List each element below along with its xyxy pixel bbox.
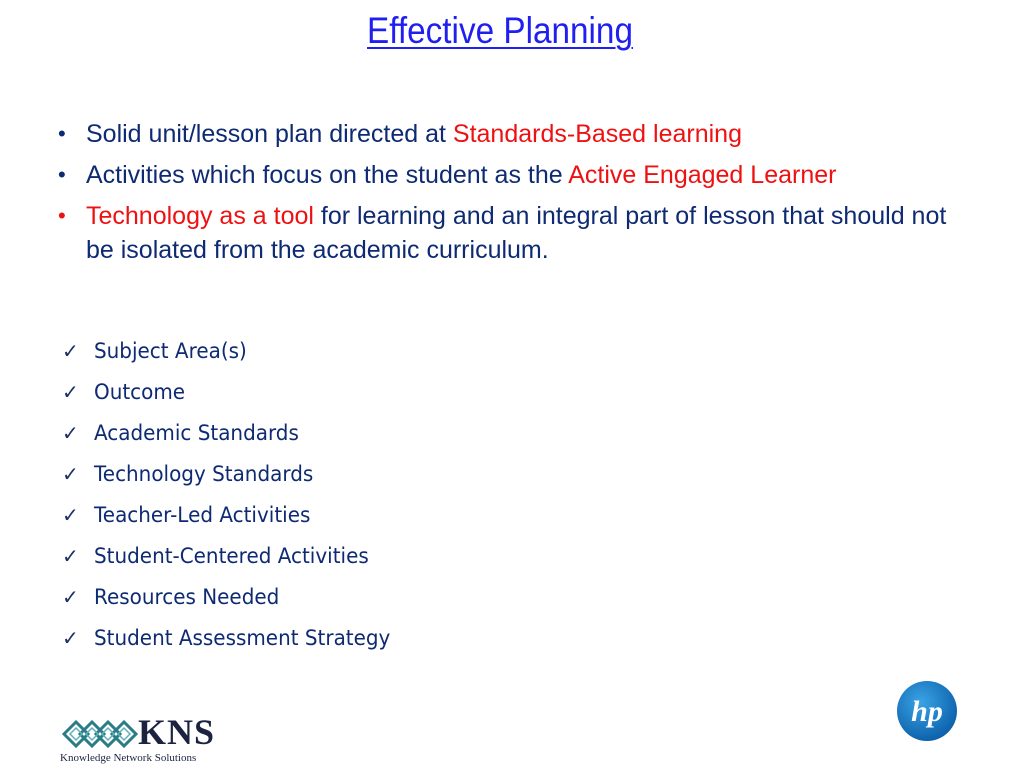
bullet-text: Solid unit/lesson plan directed at — [86, 120, 453, 148]
diamond-chain-icon — [60, 716, 140, 752]
checklist-item-text: Outcome — [94, 380, 186, 404]
check-icon: ✓ — [62, 421, 79, 445]
kns-logo — [60, 712, 240, 766]
check-icon: ✓ — [62, 462, 79, 486]
check-icon: ✓ — [62, 626, 79, 650]
bullet-item-technology — [52, 199, 952, 267]
bullet-dot: • — [58, 203, 66, 228]
check-icon: ✓ — [62, 380, 79, 404]
bullet-text: Activities which focus on the student as the — [86, 161, 569, 189]
checklist-item — [62, 536, 662, 577]
checklist-item-text: Student Assessment Strategy — [94, 626, 391, 650]
bullet-item-activities — [52, 158, 952, 192]
check-icon: ✓ — [62, 503, 79, 527]
checklist-item-text: Teacher-Led Activities — [94, 503, 311, 527]
hp-logo-icon — [895, 679, 959, 743]
checklist-item — [62, 331, 662, 372]
check-icon: ✓ — [62, 585, 79, 609]
checklist-item — [62, 495, 662, 536]
checklist-item-text: Student-Centered Activities — [94, 544, 369, 568]
checklist-item — [62, 372, 662, 413]
bullet-dot: • — [58, 121, 66, 146]
checklist-item-text: Technology Standards — [94, 462, 314, 486]
checklist — [62, 331, 662, 659]
hp-logo-text: hp — [911, 695, 943, 728]
checklist-item — [62, 577, 662, 618]
kns-wordmark: KNS — [138, 712, 216, 752]
checklist-item-text: Subject Area(s) — [94, 339, 247, 363]
checklist-item-text: Academic Standards — [94, 421, 299, 445]
bullet-text-post: for learning and an integral part of lesson that should not be isolated from the academic curriculum. — [86, 202, 947, 264]
checklist-item — [62, 618, 662, 659]
bullet-list — [52, 117, 952, 274]
kns-tagline: Knowledge Network Solutions — [60, 752, 197, 764]
slide-title: Effective Planning — [367, 10, 633, 51]
bullet-item-standards — [52, 117, 952, 151]
checklist-item-text: Resources Needed — [94, 585, 280, 609]
check-icon: ✓ — [62, 339, 79, 363]
check-icon: ✓ — [62, 544, 79, 568]
bullet-highlight: Technology as a tool — [86, 202, 314, 230]
bullet-dot: • — [58, 162, 66, 187]
bullet-highlight: Standards-Based learning — [452, 120, 742, 148]
checklist-item — [62, 413, 662, 454]
checklist-item — [62, 454, 662, 495]
bullet-highlight: Active Engaged Learner — [568, 161, 837, 189]
